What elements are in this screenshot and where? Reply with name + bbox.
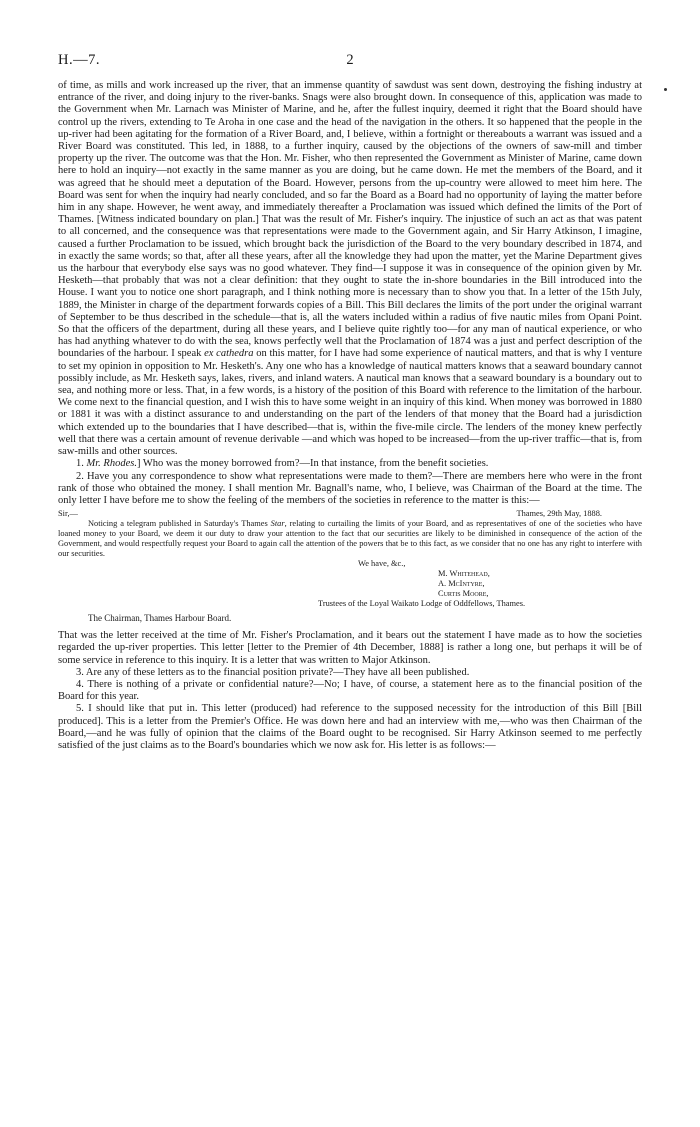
question-5: 5. I should like that put in. This letter (produced) had reference to the supposed necessity for the introduction of this Bill [Bill produced]. This is a letter from the Premier's Office. He was down here and had an interview with me,—who was then Chairman of the Board,—and he was fully of opinion that the claims of the Board ought to be recognised. Sir Harry Atkinson seemed to me perfectly satisfied of the just claims as to the Board's boundaries which we now ask for. His letter is as follows:—	[58, 703, 642, 751]
page-number: 2	[346, 52, 354, 68]
letter-place-date: Thames, 29th May, 1888.	[516, 509, 602, 519]
paragraph-opening-rest: on this matter, for I have had some experience of nautical matters, and that is why I venture to set my opinion in opposition to Mr. Hesketh's. Any one who has a knowledge of nautical matters knows that a seaward boundary cannot possibly include, as Mr. Hesketh says, lakes, rivers, and inland waters. A nautical man knows that a seaward boundary is a boundary out to sea, and nothing more or less. That, in a few words, is a history of the position of this Board with reference to the limitation of the harbour. We come next to the financial question, and I wish this to have some weight in an inquiry of this kind. When money was borrowed in 1880 or 1881 it was with a distinct assurance to and understanding on the part of the lenders of that money that the Board had a jurisdiction which extended up to the boundaries that I have described—that is, within the five-mile circle. The lenders of the money knew perfectly well that there was a certain amount of revenue derivable —and which was hoped to be increased—from the up-river traffic—that is, from saw-mills and other sources.	[58, 348, 643, 458]
question-1-speaker: Mr. Rhodes.	[86, 458, 137, 470]
paragraph-after-letter: That was the letter received at the time of Mr. Fisher's Proclamation, and it bears out the statement I have made as to how the societies regarded the up-river properties. This letter [letter to the Premier of 4th December, 1888] is rather a long one, but perhaps it will be of some service in reference to this inquiry. It is a letter that was written to Major Atkinson.	[58, 630, 642, 666]
paragraph-opening	[58, 80, 642, 458]
paragraph-opening-text: of time, as mills and work increased up the river, that an immense quantity of sawdust was sent down, destroying the fishing industry at entrance of the river, and doing injury to the river-banks. Snags were also brought down. In consequence of this, application was made to the Government when Mr. Larnach was Minister of Marine, and he, after the fullest inquiry, deemed it right that the Board should have control up the rivers, extending to Te Aroha in one case and the head of the navigation in the others. It so happened that the people in the up-river had been agitating for the formation of a River Board, and, I believe, within a fortnight or thereabouts a warrant was issued and a River Board was constituted. This led, in 1888, to a further inquiry, caused by the objections of the owners of saw-mill and timber property up the river. The outcome was that the Hon. Mr. Fisher, who then represented the Government as Minister of Marine, came down here to hold an inquiry—not exactly in the same manner as you are doing, but he came down. He met the members of the Board, and it was agreed that he should meet a deputation of the Board. However, persons from the up-country were allowed to meet him here. The Board was sent for when the inquiry had nearly concluded, and so far the Board as a Board had no opportunity of laying the matter before him in any shape. However, he went away, and immediately thereafter a Proclamation was issued which defined the limits of the Port of Thames. [Witness indicated boundary on plan.] That was the result of Mr. Fisher's inquiry. The injustice of such an act as that was patent to all concerned, and the consequence was that representations were made to the Government again, and Sir Harry Atkinson, I imagine, caused a further Proclamation to be issued, which brought back the jurisdiction of the Board to the very boundary described in 1874, and in exactly the same words; so that, after all these years, after all the knowledge they had upon the matter, yet the Marine Department gives us the harbour that everybody else says was no good whatever. They find—I suppose it was in consequence of the opinion given by Mr. Hesketh—that probably that was not a clear definition: that they ought to state the in-shore boundaries in the Bill introduced into the House. I want you to notice one short paragraph, and I think nothing more is necessary than to show you that. In a letter of the 15th July, 1889, the Minister in charge of the department forwards copies of a Bill. This Bill declares the limits of the port under the original warrant of September to be thus described in the schedule—that is, all the waters included within a radius of five nautic miles from Opani Point. So that the officers of the department, during all these years, and I believe quite rightly too—for any man of nautical experience, or who has had anything whatever to do with the sea, knows perfectly well that the Proclamation of 1874 was a just and perfect description of the boundaries of the harbour. I speak	[58, 80, 642, 360]
signatory-name: A. McIntyre,	[438, 579, 485, 589]
letter-heading	[58, 509, 642, 519]
margin-mark	[664, 88, 667, 91]
signatory-name: Curtis Moore,	[438, 589, 489, 599]
question-3: 3. Are any of these letters as to the financial position private?—They have all been published.	[76, 666, 470, 678]
signatory-name: M. Whitehead,	[438, 569, 490, 579]
latin-phrase: ex cathedra	[204, 348, 254, 360]
letter-salutation: Sir,—	[58, 509, 78, 519]
letter-signatures	[58, 559, 642, 609]
question-4: 4. There is nothing of a private or confidential nature?—No; I have, of course, a statement here as to the financial position of the Board for this year.	[58, 678, 642, 703]
signatory-title: Trustees of the Loyal Waikato Lodge of Oddfellows, Thames.	[318, 599, 526, 609]
quoted-letter	[58, 509, 642, 624]
question-2: 2. Have you any correspondence to show what representations were made to them?—There are members here who were in the front rank of those who obtained the money. I shall mention Mr. Bagnall's name, who, I believe, was Chairman of the Board at the time. The only letter I have before me to show the feeling of the members of the societies in reference to the matter is this:—	[58, 470, 642, 506]
question-1-text: ] Who was the money borrowed from?—In that instance, from the benefit societies.	[136, 458, 489, 470]
newspaper-name: Star	[270, 519, 285, 529]
letter-body	[58, 519, 642, 559]
document-reference: H.—7.	[58, 52, 100, 68]
question-1-number: 1.	[76, 458, 84, 470]
letter-body-start: Noticing a telegram published in Saturday's Thames	[88, 519, 268, 529]
page-header	[58, 52, 642, 72]
letter-addressee: The Chairman, Thames Harbour Board.	[88, 613, 232, 624]
letter-closing: We have, &c.,	[358, 559, 406, 569]
document-body	[58, 80, 642, 752]
letter-body-end: , relating to curtailing the limits of your Board, and as representatives of one of the societies who have loaned money to your Board, we deem it our duty to draw your attention to the fact that our securities are likely to be diminished in consequence of the action of the Government, and would respectfully request your Board to again call the attention of the powers that be to this fact, as we consider that no one has any right to interfere with our securities.	[58, 519, 643, 559]
question-1	[58, 458, 642, 470]
